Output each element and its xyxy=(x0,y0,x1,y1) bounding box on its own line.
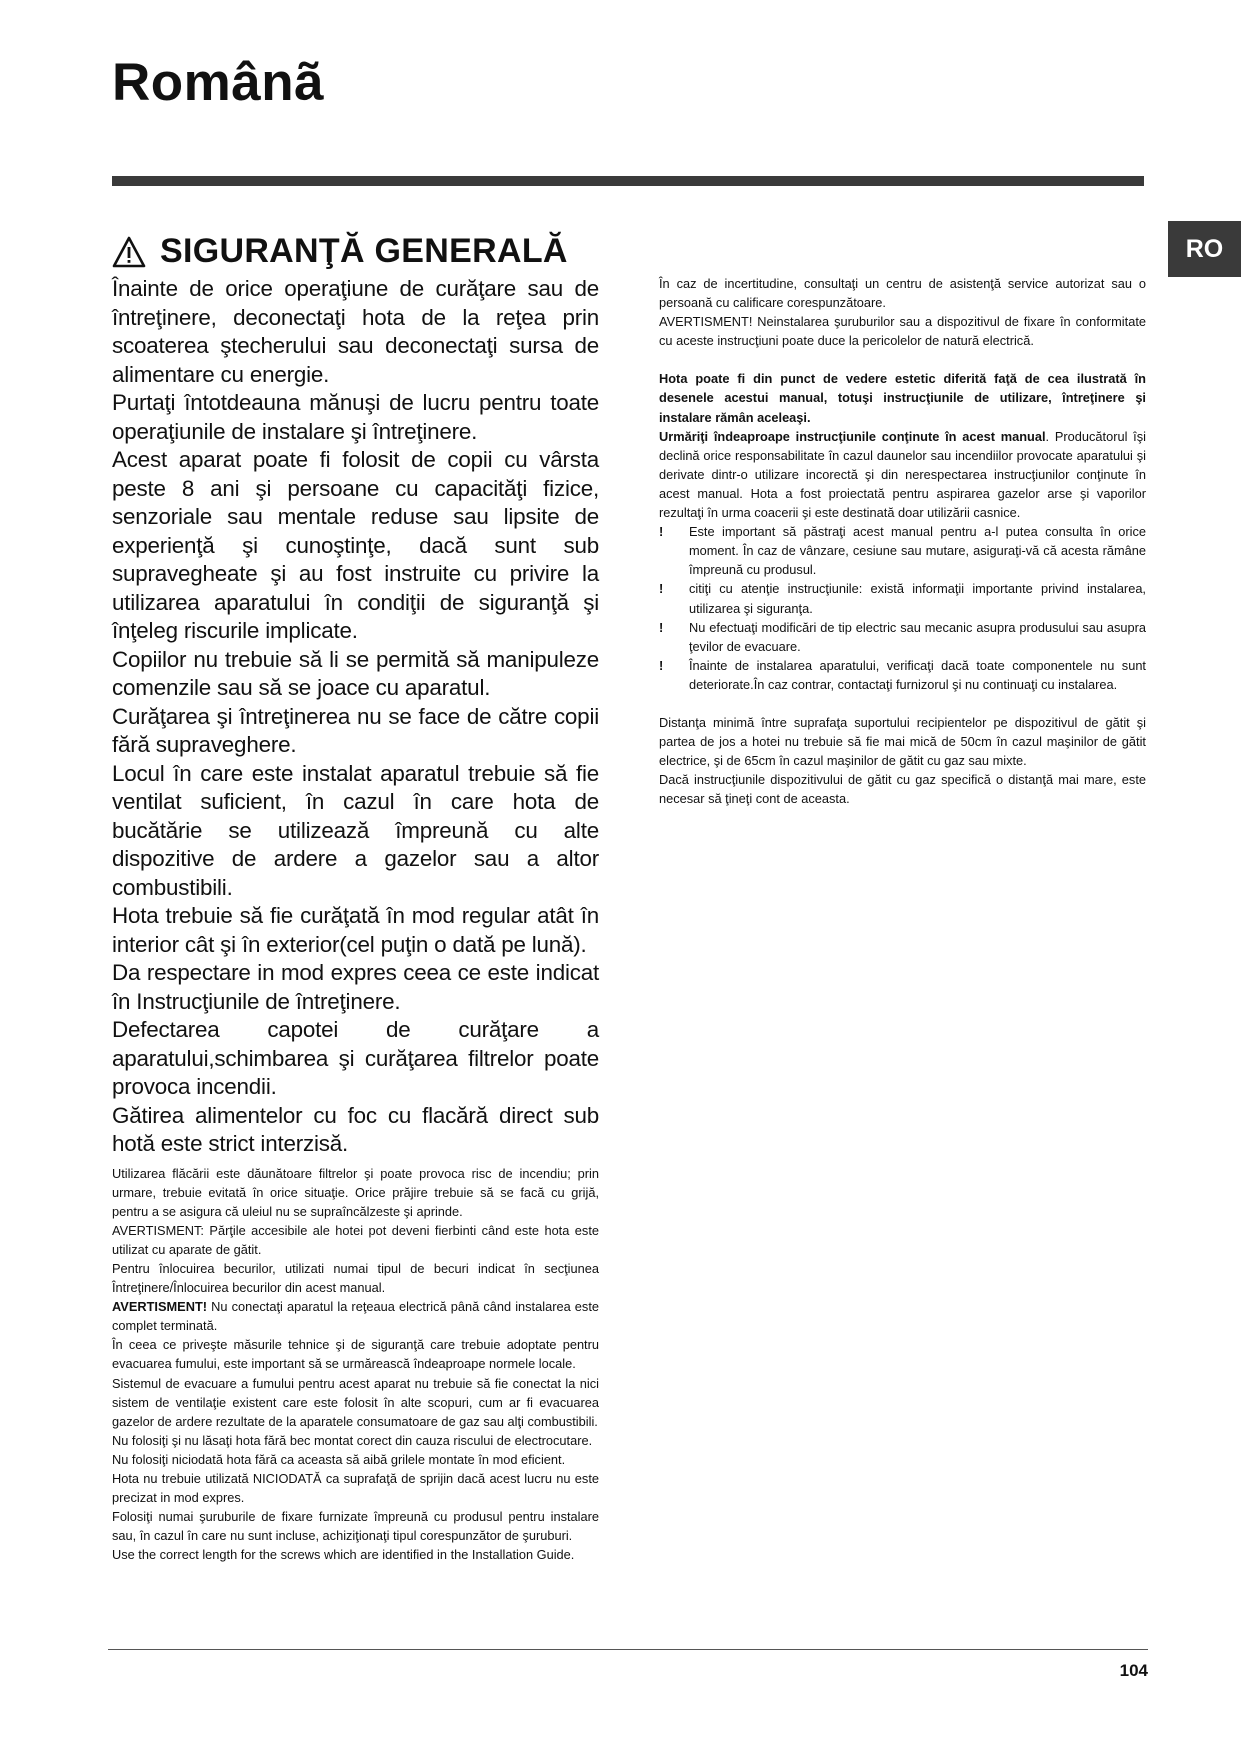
paragraph: Hota trebuie să fie curăţată în mod regular atât în interior cât şi în exterior(cel puţin o dată pe lună). xyxy=(112,903,599,957)
paragraph: În caz de incertitudine, consultaţi un centru de asistenţă service autorizat sau o persoană cu calificare corespunzătoare. xyxy=(659,276,1146,311)
section-title: SIGURANŢĂ GENERALĂ xyxy=(160,232,568,270)
paragraph: Pentru înlocuirea becurilor, utilizati numai tipul de becuri indicat în secţiunea Întreţinere/Înlocuirea becurilor din acest manual. xyxy=(112,1260,599,1296)
bold-note: Hota poate fi din punct de vedere estetic diferită faţă de cea ilustrată în desenele acestui manual, totuşi instrucţiunile de utilizare, întreţinere şi instalare rămân aceleaşi. xyxy=(659,371,1146,425)
language-title: Românã xyxy=(112,53,325,112)
paragraph: Gătirea alimentelor cu foc cu flacără direct sub hotă este strict interzisă. xyxy=(112,1102,599,1156)
warning-label: AVERTISMENT! xyxy=(112,1299,208,1315)
paragraph: Înainte de orice operaţiune de curăţare sau de întreţinere, deconectaţi hota de la reţea prin scoaterea ştecherului sau deconectaţi sursa de alimentare cu energie. xyxy=(112,276,599,387)
paragraph: Acest aparat poate fi folosit de copii cu vârsta peste 8 ani şi persoane cu capacităţi fizice, senzoriale sau mentale reduse sau lipsite de experienţă şi cunoştinţe, dacă sunt sub supravegheate şi au fost instruite cu privire la utilizarea aparatului în condiţii de siguranţă şi înţeleg riscurile implicate. xyxy=(112,447,599,643)
header-rule xyxy=(112,176,1144,186)
paragraph: AVERTISMENT: Părţile accesibile ale hotei pot deveni fierbinti când este hota este utilizat cu aparate de gătit. xyxy=(112,1222,599,1257)
list-item: ! Nu efectuaţi modificări de tip electric sau mecanic asupra produsului sau asupra ţevilor de evacuare. xyxy=(659,618,1146,656)
list-item: ! Înainte de instalarea aparatului, verificaţi dacă toate componentele nu sunt deteriorate.În caz contrar, contactaţi furnizorul şi nu continuaţi cu instalarea. xyxy=(659,656,1146,694)
paragraph: Dacă instrucţiunile dispozitivului de gătit cu gaz specifică o distanţă mai mare, este necesar să ţineţi cont de aceasta. xyxy=(659,772,1146,807)
paragraph: Use the correct length for the screws which are identified in the Installation Guide. xyxy=(112,1547,575,1563)
section-heading xyxy=(112,232,599,271)
paragraph: Nu folosiţi niciodată hota fără ca aceasta să aibă grilele montate în mod eficient. xyxy=(112,1451,566,1467)
exclamation-marker: ! xyxy=(659,524,664,540)
exclamation-list xyxy=(659,522,1146,694)
paragraph: Folosiţi numai şuruburile de fixare furnizate împreună cu produsul pentru instalare sau, în cazul în care nu sunt incluse, achiziţionaţi tipul corespunzător de şuruburi. xyxy=(112,1509,599,1544)
paragraph: Utilizarea flăcării este dăunătoare filtrelor şi poate provoca risc de incendiu; prin urmare, trebuie evitată în orice situaţie. Orice prăjire trebuie să se facă cu grijă, pentru a se asigura că uleiul nu se supraîncălzeste şi aprinde. xyxy=(112,1165,599,1219)
right-column xyxy=(659,274,1146,808)
paragraph: Hota nu trebuie utilizată NICIODATĂ ca suprafaţă de sprijin dacă acest lucru nu este precizat in mod expres. xyxy=(112,1471,599,1506)
paragraph: Locul în care este instalat aparatul trebuie să fie ventilat suficient, în cazul în care hota de bucătărie se utilizează împreună cu alte dispozitive de ardere a gazelor sau a altor combustibili. xyxy=(112,760,599,900)
small-text-block xyxy=(112,1164,599,1565)
paragraph: În ceea ce priveşte măsurile tehnice şi de siguranţă care trebuie adoptate pentru evacuarea fumului, este important să se urmărească îndeaproape normele locale. xyxy=(112,1337,599,1372)
paragraph: Da respectare in mod expres ceea ce este indicat în Instrucţiunile de întreţinere. xyxy=(112,960,599,1014)
warning-triangle-icon xyxy=(112,236,146,268)
list-item: ! Este important să păstraţi acest manual pentru a-l putea consulta în orice moment. În caz de vânzare, cesiune sau mutare, asiguraţi-vă că acesta rămâne împreună cu produsul. xyxy=(659,522,1146,579)
warning-text: Nu conectaţi aparatul la reţeaua electrică până când instalarea este complet terminată. xyxy=(112,1299,599,1334)
paragraph: Nu folosiţi şi nu lăsaţi hota fără bec montat corect din cauza riscului de electrocutare. xyxy=(112,1432,593,1448)
paragraph: Curăţarea şi întreţinerea nu se face de către copii fără supraveghere. xyxy=(112,703,599,757)
exclamation-marker: ! xyxy=(659,657,664,673)
list-item: ! citiţi cu atenţie instrucţiunile: există informaţii importante privind instalarea, utilizarea şi siguranţa. xyxy=(659,579,1146,617)
paragraph: AVERTISMENT! Neinstalarea şuruburilor sau a dispozitivul de fixare în conformitate cu aceste instrucţiuni poate duce la pericolelor de natură electrică. xyxy=(659,314,1146,349)
follow-label: Urmăriţi îndeaproape instrucţiunile conţinute în acest manual xyxy=(659,428,1046,444)
left-column xyxy=(112,232,599,1564)
large-text-block xyxy=(112,275,599,1159)
language-tab: RO xyxy=(1168,221,1241,277)
warning-paragraph xyxy=(112,1297,599,1335)
paragraph: Copiilor nu trebuie să li se permită să manipuleze comenzile sau să se joace cu aparatul. xyxy=(112,646,599,700)
paragraph: Sistemul de evacuare a fumului pentru acest aparat nu trebuie să fie conectat la nici sistem de ventilaţie existent care este folosit în alte scopuri, cum ar fi evacuarea gazelor de ardere rezultate de la aparatele consumatoare de gaz sau alţi combustibili. xyxy=(112,1375,599,1429)
exclamation-marker: ! xyxy=(659,619,664,635)
page-number: 104 xyxy=(1119,1661,1148,1680)
follow-instructions-paragraph xyxy=(659,427,1146,522)
follow-text: . Producătorul îşi declină orice responsabilitate în cazul daunelor sau incendiilor provocate aparatului şi derivate dintr-o utilizare incorectă şi din nerespectarea instrucţiunilor conţinute în acest manual. Hota a fost proiectată pentru aspirarea gazelor arse şi vaporilor rezultaţi în urma coacerii şi este destinată doar utilizării casnice. xyxy=(659,428,1146,521)
exclamation-marker: ! xyxy=(659,581,664,597)
paragraph: Defectarea capotei de curăţare a aparatului,schimbarea şi curăţarea filtrelor poate provoca incendii. xyxy=(112,1017,599,1099)
footer-rule xyxy=(108,1649,1148,1650)
paragraph: Purtaţi întotdeauna mănuşi de lucru pentru toate operaţiunile de instalare şi întreţinere. xyxy=(112,390,599,444)
paragraph: Distanţa minimă între suprafaţa suportului recipientelor pe dispozitivul de gătit şi partea de jos a hotei nu trebuie să fie mai mică de 50cm în cazul maşinilor de gătit electrice, şi de 65cm în cazul maşinilor de gătit cu gaz sau mixte. xyxy=(659,714,1146,769)
